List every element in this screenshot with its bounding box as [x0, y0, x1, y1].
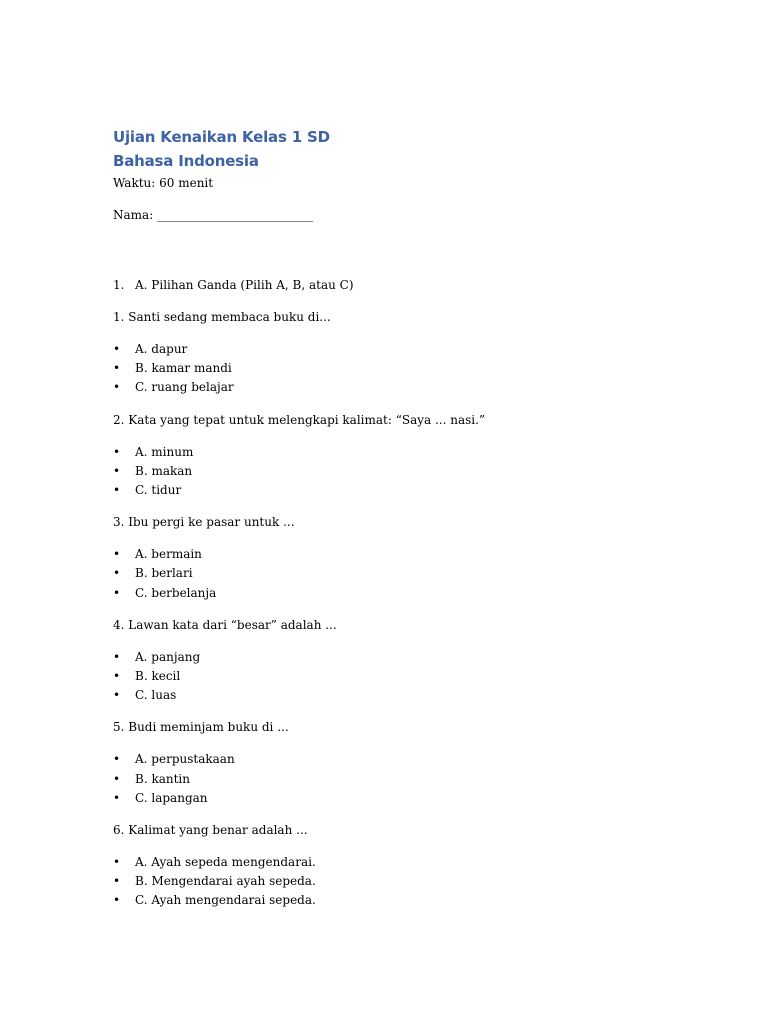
option-text: C. berbelanja [135, 585, 217, 600]
section-number: 1. [113, 278, 125, 292]
exam-duration: Waktu: 60 menit [113, 176, 214, 190]
option-list [113, 648, 673, 706]
bullet-icon: • [113, 855, 121, 870]
bullet-icon: • [113, 483, 121, 498]
question-text: 3. Ibu pergi ke pasar untuk ... [113, 515, 295, 530]
option-item [113, 750, 673, 769]
option-item [113, 648, 673, 667]
option-item [113, 789, 673, 808]
student-name-field: Nama: __________________________ [113, 208, 314, 222]
question-text: 6. Kalimat yang benar adalah ... [113, 823, 308, 838]
question-text: 1. Santi sedang membaca buku di... [113, 310, 331, 324]
question-text: 4. Lawan kata dari “besar” adalah ... [113, 617, 337, 632]
question-item [113, 821, 673, 911]
section-heading [113, 276, 673, 295]
document-content [113, 125, 673, 911]
option-text: A. Ayah sepeda mengendarai. [135, 855, 316, 870]
option-text: A. perpustakaan [135, 752, 235, 767]
bullet-icon: • [113, 649, 121, 664]
bullet-icon: • [113, 752, 121, 767]
question-text: 2. Kata yang tepat untuk melengkapi kalimat: “Saya ... nasi.” [113, 412, 486, 427]
bullet-icon: • [113, 342, 121, 356]
bullet-icon: • [113, 790, 121, 805]
section-title: A. Pilihan Ganda (Pilih A, B, atau C) [135, 278, 354, 292]
option-item [113, 481, 673, 500]
bullet-icon: • [113, 669, 121, 684]
option-list [113, 545, 673, 603]
option-item [113, 462, 673, 481]
option-item [113, 686, 673, 705]
option-text: A. minum [135, 444, 194, 459]
option-text: C. tidur [135, 483, 182, 498]
option-text: C. lapangan [135, 790, 208, 805]
question-text: 5. Budi meminjam buku di ... [113, 720, 289, 735]
option-item [113, 443, 673, 462]
bullet-icon: • [113, 585, 121, 600]
option-text: B. kantin [135, 771, 190, 786]
option-item [113, 564, 673, 583]
option-item [113, 770, 673, 789]
exam-title: Ujian Kenaikan Kelas 1 SD [113, 128, 330, 146]
bullet-icon: • [113, 893, 121, 908]
option-list [113, 443, 673, 501]
bullet-icon: • [113, 547, 121, 562]
question-item [113, 308, 673, 398]
option-text: A. panjang [135, 649, 201, 664]
option-text: B. Mengendarai ayah sepeda. [135, 874, 316, 889]
option-text: C. Ayah mengendarai sepeda. [135, 893, 316, 908]
bullet-icon: • [113, 688, 121, 703]
question-item [113, 513, 673, 603]
option-item [113, 667, 673, 686]
option-item [113, 891, 673, 910]
option-item [113, 584, 673, 603]
option-item [113, 359, 673, 378]
option-text: B. berlari [135, 566, 193, 581]
option-item [113, 853, 673, 872]
option-text: B. kecil [135, 669, 181, 684]
option-text: A. bermain [135, 547, 202, 562]
option-text: A. dapur [135, 342, 188, 356]
question-item [113, 411, 673, 501]
subject-title: Bahasa Indonesia [113, 152, 259, 170]
option-item [113, 872, 673, 891]
question-list [113, 308, 673, 911]
option-item [113, 545, 673, 564]
question-item [113, 616, 673, 706]
bullet-icon: • [113, 566, 121, 581]
question-item [113, 718, 673, 808]
option-item [113, 340, 673, 359]
option-text: C. luas [135, 688, 177, 703]
option-list [113, 340, 673, 398]
bullet-icon: • [113, 444, 121, 459]
bullet-icon: • [113, 771, 121, 786]
bullet-icon: • [113, 463, 121, 478]
bullet-icon: • [113, 361, 121, 376]
bullet-icon: • [113, 380, 121, 395]
option-item [113, 378, 673, 397]
option-text: C. ruang belajar [135, 380, 234, 395]
option-text: B. makan [135, 463, 193, 478]
option-text: B. kamar mandi [135, 361, 232, 376]
bullet-icon: • [113, 874, 121, 889]
option-list [113, 853, 673, 911]
option-list [113, 750, 673, 808]
